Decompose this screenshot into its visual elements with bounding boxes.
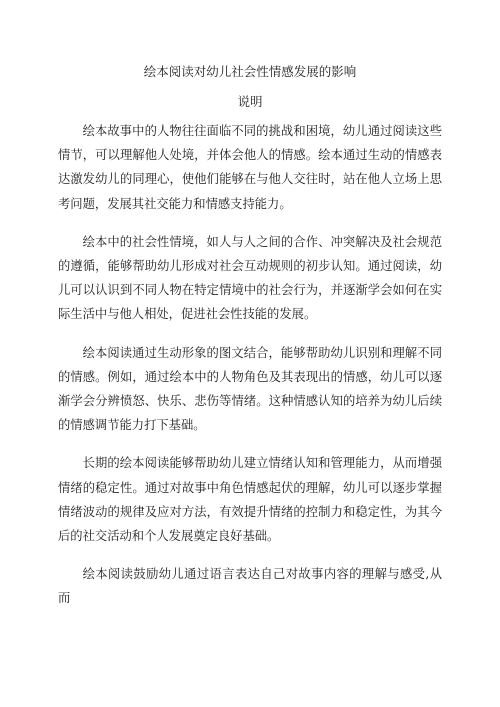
paragraph-empathy: 绘本故事中的人物往往面临不同的挑战和困境，幼儿通过阅读这些情节，可以理解他人处境，并体会他人的情感。绘本通过生动的情感表达激发幼儿的同理心，使他们能够在与他人交往时，站在他人立场上思考问题，发展其社交能力和情感支持能力。 [58,124,442,211]
paragraph-social-rules: 绘本中的社会性情境，如人与人之间的合作、冲突解决及社会规范的遵循，能够帮助幼儿形成对社会互动规则的初步认知。通过阅读，幼儿可以认识到不同人物在特定情境中的社会行为，并逐渐学会如何在实际生活中与他人相处，促进社会性技能的发展。 [58,234,442,322]
paragraph-emotion-stability: 长期的绘本阅读能够帮助幼儿建立情绪认知和管理能力，从而增强情绪的稳定性。通过对故事中角色情感起伏的理解，幼儿可以逐步掌握情绪波动的规律及应对方法，有效提升情绪的控制力和稳定性，为其今后的社交活动和个人发展奠定良好基础。 [58,456,442,544]
paragraph-emotion-recognition: 绘本阅读通过生动形象的图文结合，能够帮助幼儿识别和理解不同的情感。例如，通过绘本中的人物角色及其表现出的情感，幼儿可以逐渐学会分辨愤怒、快乐、悲伤等情绪。这种情感认知的培养为幼儿后续的情感调节能力打下基础。 [58,345,442,433]
section-heading: 说明 [237,94,263,109]
document-body [58,119,442,606]
page-title: 绘本阅读对幼儿社会性情感发展的影响 [143,64,357,79]
paragraph-language-expression: 绘本阅读鼓励幼儿通过语言表达自己对故事内容的理解与感受,从而 [58,567,442,606]
